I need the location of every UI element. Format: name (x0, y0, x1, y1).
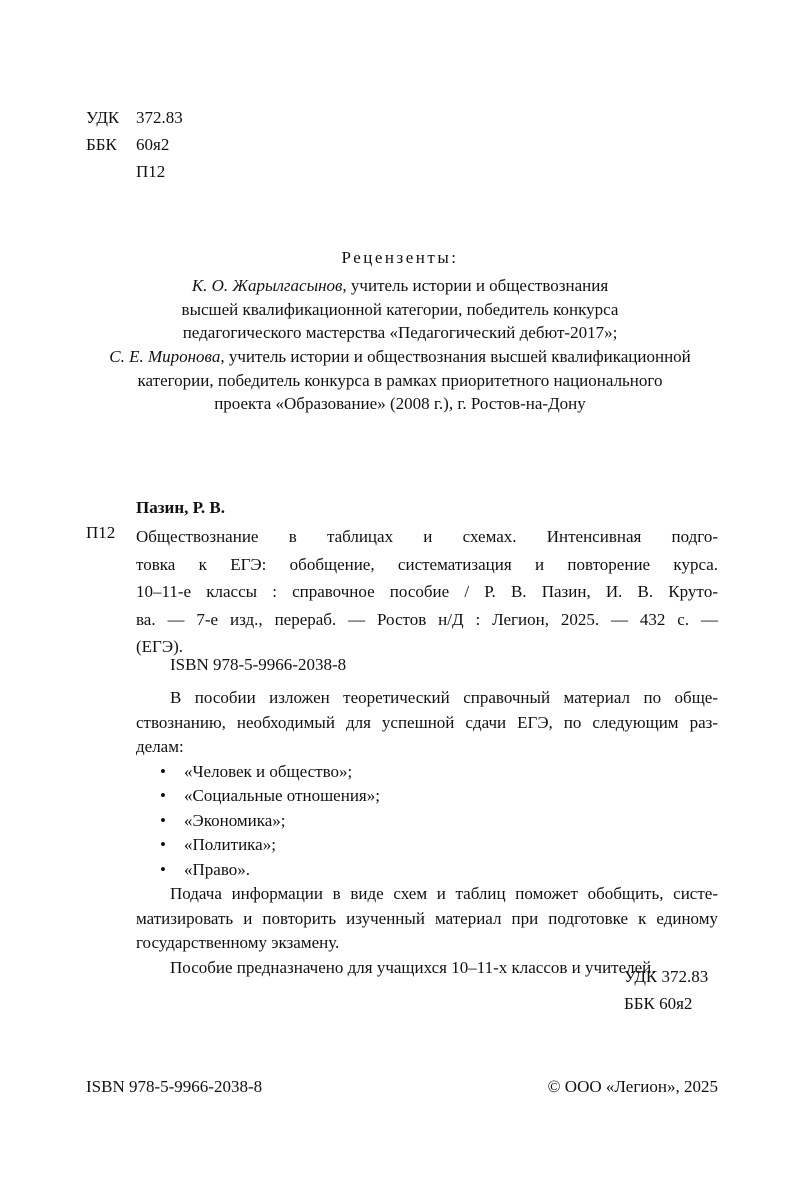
biblio-line: (ЕГЭ). (136, 637, 184, 656)
right-codes (624, 963, 708, 1017)
list-item: • «Социальные отношения»; (136, 784, 718, 809)
bbk-value: 60я2 (136, 135, 170, 154)
footer-isbn: ISBN 978-5-9966-2038-8 (86, 1077, 263, 1096)
list-item: • «Право». (136, 858, 718, 883)
list-item: • «Человек и общество»; (136, 760, 718, 785)
list-item: • «Экономика»; (136, 809, 718, 834)
footer-copyright: © ООО «Легион», 2025 (547, 1077, 718, 1096)
bbk-label: ББК (86, 135, 117, 154)
bullet-icon: • (160, 786, 166, 805)
annotation-line: ствознанию, необходимый для успешной сдачи ЕГЭ, по следующим раз- (136, 712, 718, 732)
udk-line (86, 104, 183, 131)
biblio-line: 10–11-е классы : справочное пособие / Р. В. Пазин, И. В. Крутo- (136, 582, 718, 601)
annotation-line: В пособии изложен теоретический справочный материал по обще- (170, 688, 718, 707)
author-heading: Пазин, Р. В. (136, 498, 225, 517)
reviewers-heading: Рецензенты: (341, 248, 459, 267)
bullet-icon: • (160, 859, 166, 879)
annotation-line: матизировать и повторить изученный материал при подготовке к единому (136, 908, 718, 928)
bullet-icon: • (160, 761, 166, 781)
bullet-icon: • (160, 810, 166, 830)
reviewer-2: С. Е. Миронова, учитель истории и обществознания высшей квалификационной категории, победитель конкурса в рамках приоритетного национального проекта «Образование» (2008 г.), г. Ростов-на-Дону (109, 347, 691, 413)
reviewer-1-name: К. О. Жарылгасынов (191, 276, 343, 295)
bbk-line (86, 131, 183, 158)
annotation-line: государственному экзамену. (136, 933, 340, 952)
sections-list (136, 760, 718, 883)
shelfmark: П12 (136, 162, 166, 181)
reviewer-1: К. О. Жарылгасынов, учитель истории и обществознания высшей квалификационной категории, победитель конкурса педагогического мастерства «Педагогический дебют-2017»; (181, 276, 619, 342)
udk-value: 372.83 (136, 108, 183, 127)
right-udk: УДК 372.83 (624, 967, 709, 986)
classification-codes (86, 104, 183, 185)
udk-label: УДК (86, 108, 120, 127)
reviewer-2-name: С. Е. Миронова (109, 347, 221, 366)
biblio-line: ва. — 7-е изд., перераб. — Ростов н/Д : Легион, 2025. — 432 с. — (136, 609, 718, 629)
bibliographic-description (136, 523, 718, 661)
annotation-line: Подача информации в виде схем и таблиц поможет обобщить, систе- (170, 884, 718, 903)
annotation (136, 686, 718, 980)
biblio-line: товка к ЕГЭ: обобщение, систематизация и повторение курса. (136, 554, 718, 574)
biblio-line: Обществознание в таблицах и схемах. Интенсивная подго- (136, 527, 718, 546)
isbn: ISBN 978-5-9966-2038-8 (170, 655, 347, 674)
list-item: • «Политика»; (136, 833, 718, 858)
biblio-shelfmark: П12 (86, 523, 116, 542)
annotation-line: делам: (136, 737, 184, 756)
bullet-icon: • (160, 835, 166, 854)
annotation-line: Пособие предназначено для учащихся 10–11-х классов и учителей. (170, 957, 656, 977)
right-bbk: ББК 60я2 (624, 994, 693, 1013)
